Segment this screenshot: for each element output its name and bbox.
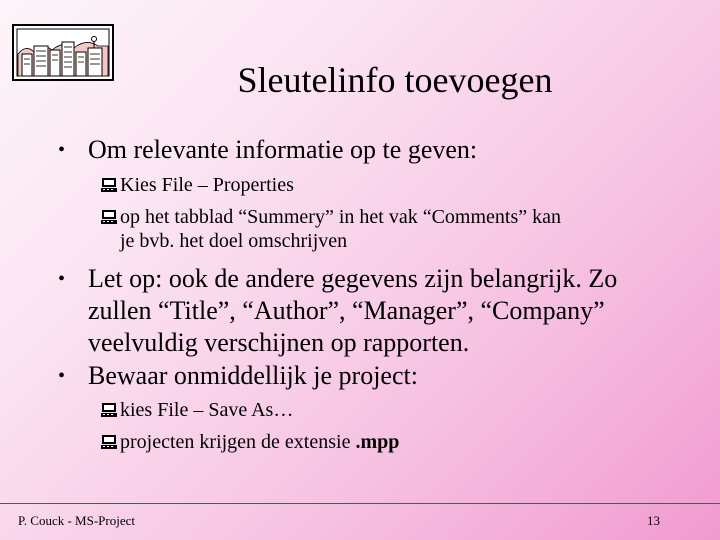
computer-icon: [100, 209, 118, 225]
bullet-text: Bewaar onmiddellijk je project:: [88, 361, 418, 390]
file-extension: .mpp: [355, 431, 400, 453]
computer-icon: [100, 177, 118, 193]
sub-bullet-text: [100, 430, 680, 454]
slide-number: 13: [647, 513, 660, 528]
bullet-item: [58, 134, 678, 166]
sub-bullet-item: [100, 173, 680, 197]
bullet-text: Let op: ook de andere gegevens zijn belangrijk. Zo zullen “Title”, “Author”, “Manager”, “Company” veelvuldig verschijnen op rapporten.: [88, 264, 618, 357]
sub-bullet-text: Kies File – Properties: [120, 174, 294, 196]
computer-icon: [100, 402, 118, 418]
computer-icon: [100, 434, 118, 450]
sub-bullet-item: [100, 398, 680, 422]
footer-divider: [0, 503, 720, 504]
sub-bullet-text: kies File – Save As…: [120, 399, 294, 421]
sub-bullet-item: [100, 430, 680, 454]
slide-title: Sleutelinfo toevoegen: [237, 60, 553, 100]
bullet-item: [58, 360, 678, 392]
bullet-glyph: •: [58, 268, 66, 290]
sub-bullet-text-continued: je bvb. het doel omschrijven: [120, 230, 348, 252]
city-skyline-icon: [12, 24, 114, 81]
bullet-glyph: •: [58, 139, 66, 161]
sub-bullet-text-plain: projecten krijgen de extensie: [120, 431, 356, 453]
sub-bullet-item: [100, 205, 680, 253]
footer-author: P. Couck - MS-Project: [18, 513, 135, 528]
sub-bullet-text: op het tabblad “Summery” in het vak “Comments” kan: [120, 206, 561, 228]
bullet-text: Om relevante informatie op te geven:: [88, 135, 478, 164]
bullet-glyph: •: [58, 365, 66, 387]
bullet-item: [58, 263, 678, 359]
